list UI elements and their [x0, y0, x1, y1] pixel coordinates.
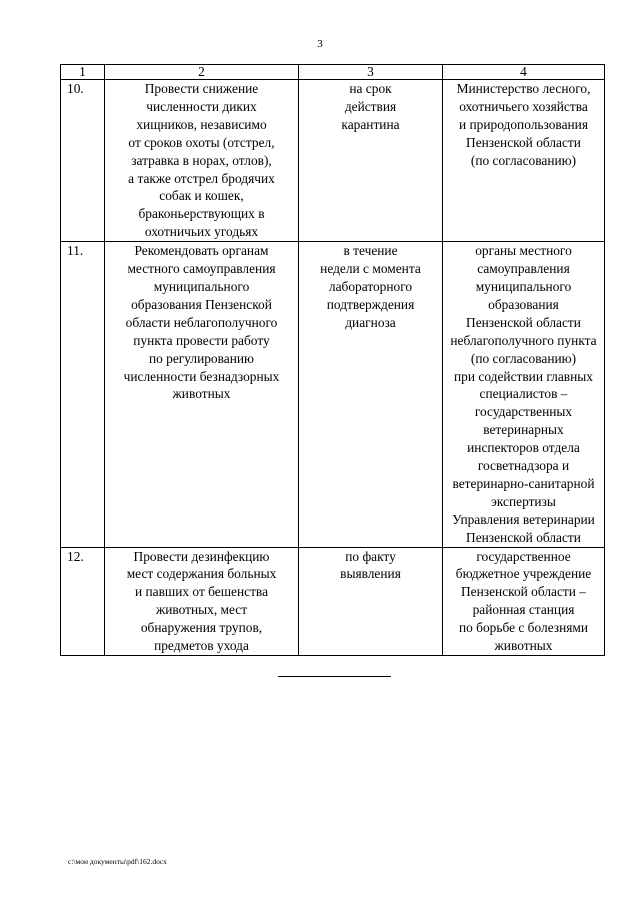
cell-responsible [443, 242, 605, 547]
cell-responsible [443, 80, 605, 242]
cell-text-line: хищников, независимо [136, 116, 267, 132]
column-header-2: 2 [105, 65, 299, 80]
cell-text-line: органы местного [475, 243, 572, 259]
cell-text-line: собак и кошек, [159, 188, 244, 204]
cell-text-line: карантина [341, 116, 400, 132]
cell-responsible [443, 547, 605, 655]
cell-text-line: самоуправления [477, 261, 570, 277]
end-separator-line [278, 676, 391, 677]
cell-text-line: при содействии главных [454, 368, 593, 384]
cell-text-line: ветеринарных [483, 422, 564, 438]
cell-text-line: охотничьих угодьях [144, 224, 259, 240]
cell-term [299, 547, 443, 655]
cell-text-line: численности безнадзорных [123, 368, 280, 384]
cell-text-line: Управления ветеринарии [452, 511, 595, 527]
cell-text-line: на срок [349, 81, 392, 96]
column-header-4: 4 [443, 65, 605, 80]
footer-file-path: c:\мои документы\pdf\162.docx [68, 857, 167, 866]
cell-text-line: государственное [476, 548, 571, 564]
measures-table [60, 64, 605, 656]
cell-text-line: Пензенской области [466, 314, 581, 330]
cell-text-line: по борьбе с болезнями [458, 620, 589, 636]
cell-text-line: подтверждения [326, 296, 415, 312]
column-header-3: 3 [299, 65, 443, 80]
table-body [61, 80, 605, 656]
cell-text-line: предметов ухода [154, 638, 249, 654]
cell-text-line: действия [344, 98, 397, 114]
row-number: 12. [61, 547, 105, 655]
cell-text-line: области неблагополучного [125, 314, 278, 330]
cell-term [299, 242, 443, 547]
cell-text-line: по факту [345, 548, 396, 564]
row-number: 10. [61, 80, 105, 242]
table-row [61, 547, 605, 655]
cell-text-line: неблагополучного пункта [450, 332, 597, 348]
cell-text-line: животных, мест [155, 602, 248, 618]
cell-text-line: образования Пензенской [131, 296, 272, 312]
cell-text-line: обнаружения трупов, [140, 620, 263, 636]
cell-text-line: браконьерствующих в [138, 206, 265, 222]
cell-text-line: Провести дезинфекцию [133, 548, 270, 564]
cell-text-line: бюджетное учреждение [455, 566, 592, 582]
column-header-1: 1 [61, 65, 105, 80]
cell-text-line: животных [172, 386, 231, 402]
cell-text-line: и павших от бешенства [134, 584, 269, 600]
cell-term [299, 80, 443, 242]
page-number: 3 [317, 38, 323, 50]
cell-text-line: от сроков охоты (отстрел, [128, 134, 275, 150]
cell-text-line: местного самоуправления [127, 261, 276, 277]
cell-text-line: Провести снижение [144, 81, 259, 96]
cell-action [105, 242, 299, 547]
cell-text-line: государственных [474, 404, 573, 420]
cell-text-line: мест содержания больных [126, 566, 277, 582]
cell-text-line: (по согласованию) [470, 350, 577, 366]
table-header-row [61, 65, 605, 80]
cell-text-line: животных [494, 638, 553, 654]
table-row [61, 80, 605, 242]
cell-text-line: муниципального [153, 278, 250, 294]
cell-text-line: госветнадзора и [477, 458, 570, 474]
cell-text-line: лабораторного [328, 278, 413, 294]
table-row [61, 242, 605, 547]
cell-text-line: пункта провести работу [133, 332, 270, 348]
cell-text-line: инспекторов отдела [467, 440, 580, 456]
cell-text-line: Пензенской области – [461, 584, 586, 600]
cell-text-line: выявления [340, 566, 401, 582]
cell-text-line: экспертизы [491, 493, 556, 509]
cell-text-line: численности диких [146, 98, 257, 114]
cell-text-line: образования [488, 296, 559, 312]
cell-text-line: муниципального [475, 278, 572, 294]
cell-action [105, 547, 299, 655]
cell-text-line: Министерство лесного, [456, 81, 591, 96]
cell-action [105, 80, 299, 242]
cell-text-line: диагноза [345, 314, 396, 330]
cell-text-line: специалистов – [479, 386, 568, 402]
cell-text-line: затравка в норах, отлов), [131, 152, 272, 168]
cell-text-line: (по согласованию) [470, 152, 577, 168]
cell-text-line: ветеринарно-санитарной [452, 475, 595, 491]
row-number: 11. [61, 242, 105, 547]
cell-text-line: охотничьего хозяйства [459, 98, 588, 114]
cell-text-line: Пензенской области [466, 529, 581, 545]
cell-text-line: Пензенской области [466, 134, 581, 150]
cell-text-line: а также отстрел бродячих [128, 170, 275, 186]
cell-text-line: районная станция [472, 602, 575, 618]
cell-text-line: в течение [343, 243, 398, 259]
cell-text-line: и природопользования [458, 116, 588, 132]
cell-text-line: Рекомендовать органам [134, 243, 269, 259]
cell-text-line: по регулированию [148, 350, 255, 366]
cell-text-line: недели с момента [320, 261, 421, 277]
